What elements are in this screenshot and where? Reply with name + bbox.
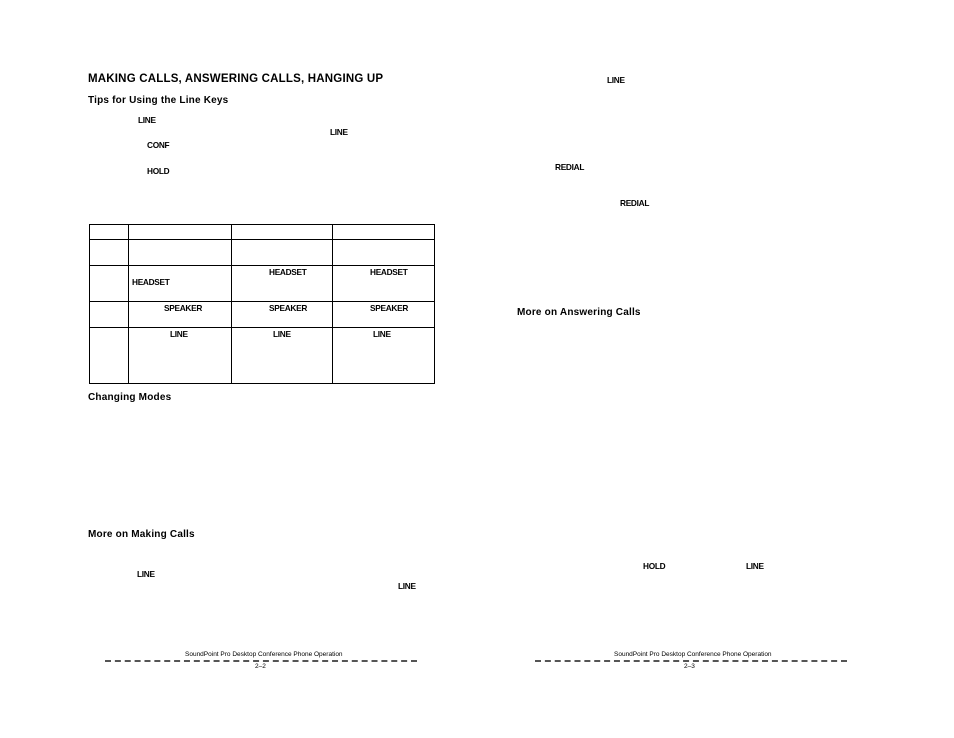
- table-cell: [129, 328, 232, 384]
- table-cell: [129, 266, 232, 302]
- section-heading-answering-calls: More on Answering Calls: [517, 307, 641, 318]
- table-cell: [333, 328, 435, 384]
- section-heading-tips: Tips for Using the Line Keys: [88, 95, 229, 106]
- speaker-key-label: SPEAKER: [370, 303, 409, 313]
- section-heading-changing-modes: Changing Modes: [88, 392, 172, 403]
- table-cell: [232, 240, 333, 266]
- hold-key-label: HOLD: [643, 561, 666, 571]
- table-cell: [129, 240, 232, 266]
- modes-table: [89, 224, 435, 384]
- table-cell: [232, 225, 333, 240]
- page-number: 2–3: [684, 663, 695, 670]
- line-key-label: LINE: [607, 75, 625, 85]
- page-footer: SoundPoint Pro Desktop Conference Phone Operation: [614, 651, 772, 658]
- table-cell: [90, 266, 129, 302]
- line-key-label: LINE: [138, 115, 156, 125]
- line-key-label: LINE: [373, 329, 391, 339]
- line-key-label: LINE: [746, 561, 764, 571]
- redial-key-label: REDIAL: [620, 198, 650, 208]
- redial-key-label: REDIAL: [555, 162, 585, 172]
- hold-key-label: HOLD: [147, 166, 170, 176]
- line-key-label: LINE: [330, 127, 348, 137]
- conf-key-label: CONF: [147, 140, 170, 150]
- headset-key-label: HEADSET: [370, 267, 408, 277]
- page-footer: SoundPoint Pro Desktop Conference Phone Operation: [185, 651, 343, 658]
- table-row: [90, 302, 435, 328]
- line-key-label: LINE: [137, 569, 155, 579]
- line-key-label: LINE: [170, 329, 188, 339]
- table-row: [90, 328, 435, 384]
- table-cell: [333, 240, 435, 266]
- line-key-label: LINE: [273, 329, 291, 339]
- table-cell: [90, 240, 129, 266]
- speaker-key-label: SPEAKER: [269, 303, 308, 313]
- table-row: [90, 240, 435, 266]
- table-cell: [333, 225, 435, 240]
- table-row: [90, 225, 435, 240]
- table-cell: [90, 225, 129, 240]
- table-cell: [232, 266, 333, 302]
- page-title: MAKING CALLS, ANSWERING CALLS, HANGING UP: [88, 73, 384, 85]
- table-cell: [129, 302, 232, 328]
- section-heading-making-calls: More on Making Calls: [88, 529, 195, 540]
- table-cell: [129, 225, 232, 240]
- headset-key-label: HEADSET: [132, 277, 170, 287]
- headset-key-label: HEADSET: [269, 267, 307, 277]
- table-cell: [232, 328, 333, 384]
- table-cell: [90, 302, 129, 328]
- table-cell: [333, 302, 435, 328]
- table-cell: [232, 302, 333, 328]
- table-row: [90, 266, 435, 302]
- line-key-label: LINE: [398, 581, 416, 591]
- speaker-key-label: SPEAKER: [164, 303, 203, 313]
- table-cell: [90, 328, 129, 384]
- table-cell: [333, 266, 435, 302]
- page-number: 2–2: [255, 663, 266, 670]
